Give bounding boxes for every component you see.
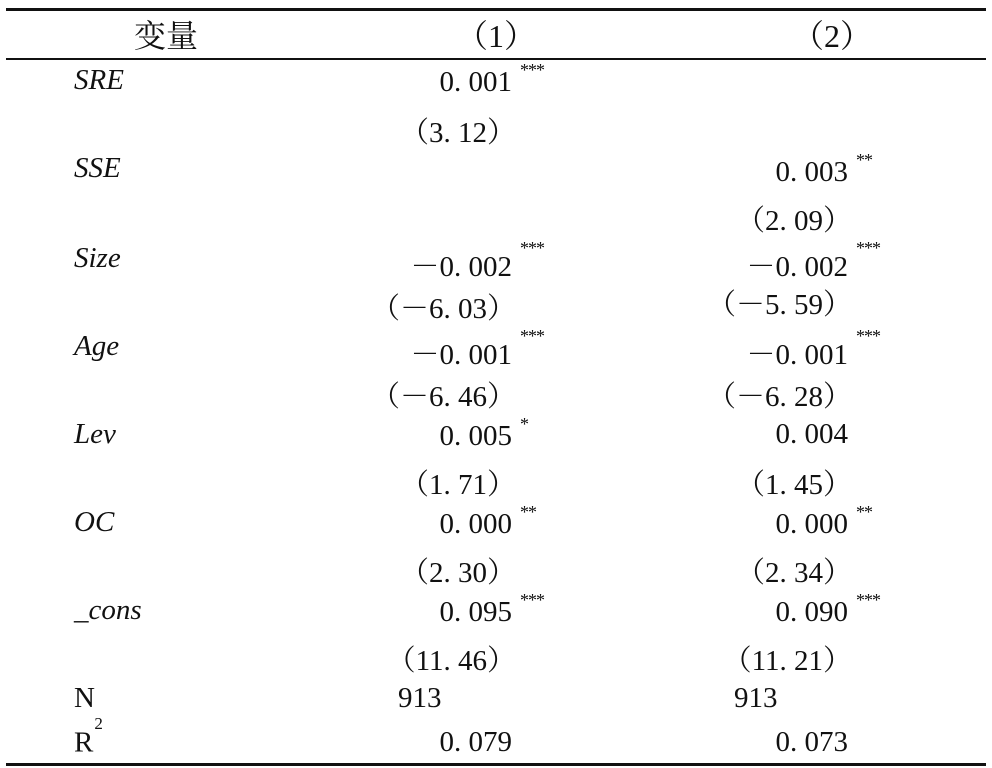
age-coef-col2: －0. 001 *** bbox=[746, 326, 880, 371]
age-tstat-col1: （－6. 46） bbox=[370, 381, 516, 413]
stat-r2-label: $R^2$ bbox=[74, 714, 103, 759]
header-col2: （2） bbox=[792, 18, 873, 54]
top-rule bbox=[6, 8, 986, 11]
cons-star-col2: *** bbox=[856, 590, 880, 610]
r2-col2: 0. 073 bbox=[775, 726, 848, 758]
header-col1: （1） bbox=[456, 18, 537, 54]
lev-coef-col1: 0. 005 * bbox=[439, 414, 528, 452]
size-tstat-col2: （－5. 59） bbox=[706, 289, 852, 321]
size-coef-col2: －0. 002 *** bbox=[746, 238, 880, 283]
sre-tstat-col1: （3. 12） bbox=[399, 117, 516, 149]
age-tstat-col2: （－6. 28） bbox=[706, 381, 852, 413]
regression-table bbox=[6, 8, 986, 766]
var-sre-label: SRE bbox=[74, 64, 124, 96]
sre-coef-col1: 0. 001 *** bbox=[439, 60, 544, 98]
header-rule bbox=[6, 58, 986, 60]
var-oc-label: OC bbox=[74, 506, 115, 538]
header-variable: 变量 bbox=[134, 18, 199, 54]
lev-tstat-col1: （1. 71） bbox=[399, 469, 516, 501]
age-star-col2: *** bbox=[856, 326, 880, 346]
cons-tstat-col1: （11. 46） bbox=[386, 645, 516, 677]
sse-coef-col2: 0. 003 ** bbox=[775, 150, 872, 188]
oc-tstat-col2: （2. 34） bbox=[735, 557, 852, 589]
lev-coef-col2: 0. 004 bbox=[775, 418, 848, 450]
oc-star-col2: ** bbox=[856, 502, 872, 522]
age-coef-col1: －0. 001 *** bbox=[410, 326, 544, 371]
var-sse-label: SSE bbox=[74, 152, 121, 184]
oc-coef-col1: 0. 000 ** bbox=[439, 502, 536, 540]
stat-n-label: N bbox=[74, 682, 95, 714]
age-star-col1: *** bbox=[520, 326, 544, 346]
size-coef-col1: －0. 002 *** bbox=[410, 238, 544, 283]
cons-tstat-col2: （11. 21） bbox=[722, 645, 852, 677]
oc-coef-col2: 0. 000 ** bbox=[775, 502, 872, 540]
size-tstat-col1: （－6. 03） bbox=[370, 293, 516, 325]
var-size-label: Size bbox=[74, 242, 121, 274]
sse-tstat-col2: （2. 09） bbox=[735, 205, 852, 237]
oc-star-col1: ** bbox=[520, 502, 536, 522]
cons-star-col1: *** bbox=[520, 590, 544, 610]
cons-coef-col2: 0. 090 *** bbox=[775, 590, 880, 628]
r2-col1: 0. 079 bbox=[439, 726, 512, 758]
sse-star-col2: ** bbox=[856, 150, 872, 170]
size-star-col1: *** bbox=[520, 238, 544, 258]
cons-coef-col1: 0. 095 *** bbox=[439, 590, 544, 628]
var-cons-label: _cons bbox=[74, 594, 142, 626]
n-col2: 913 bbox=[734, 682, 778, 714]
r2-superscript: 2 bbox=[94, 714, 103, 733]
oc-tstat-col1: （2. 30） bbox=[399, 557, 516, 589]
size-star-col2: *** bbox=[856, 238, 880, 258]
bottom-rule bbox=[6, 763, 986, 766]
var-age-label: Age bbox=[74, 330, 120, 362]
sre-star-col1: *** bbox=[520, 60, 544, 80]
var-lev-label: Lev bbox=[74, 418, 116, 450]
lev-tstat-col2: （1. 45） bbox=[735, 469, 852, 501]
lev-star-col1: * bbox=[520, 414, 528, 434]
n-col1: 913 bbox=[398, 682, 442, 714]
